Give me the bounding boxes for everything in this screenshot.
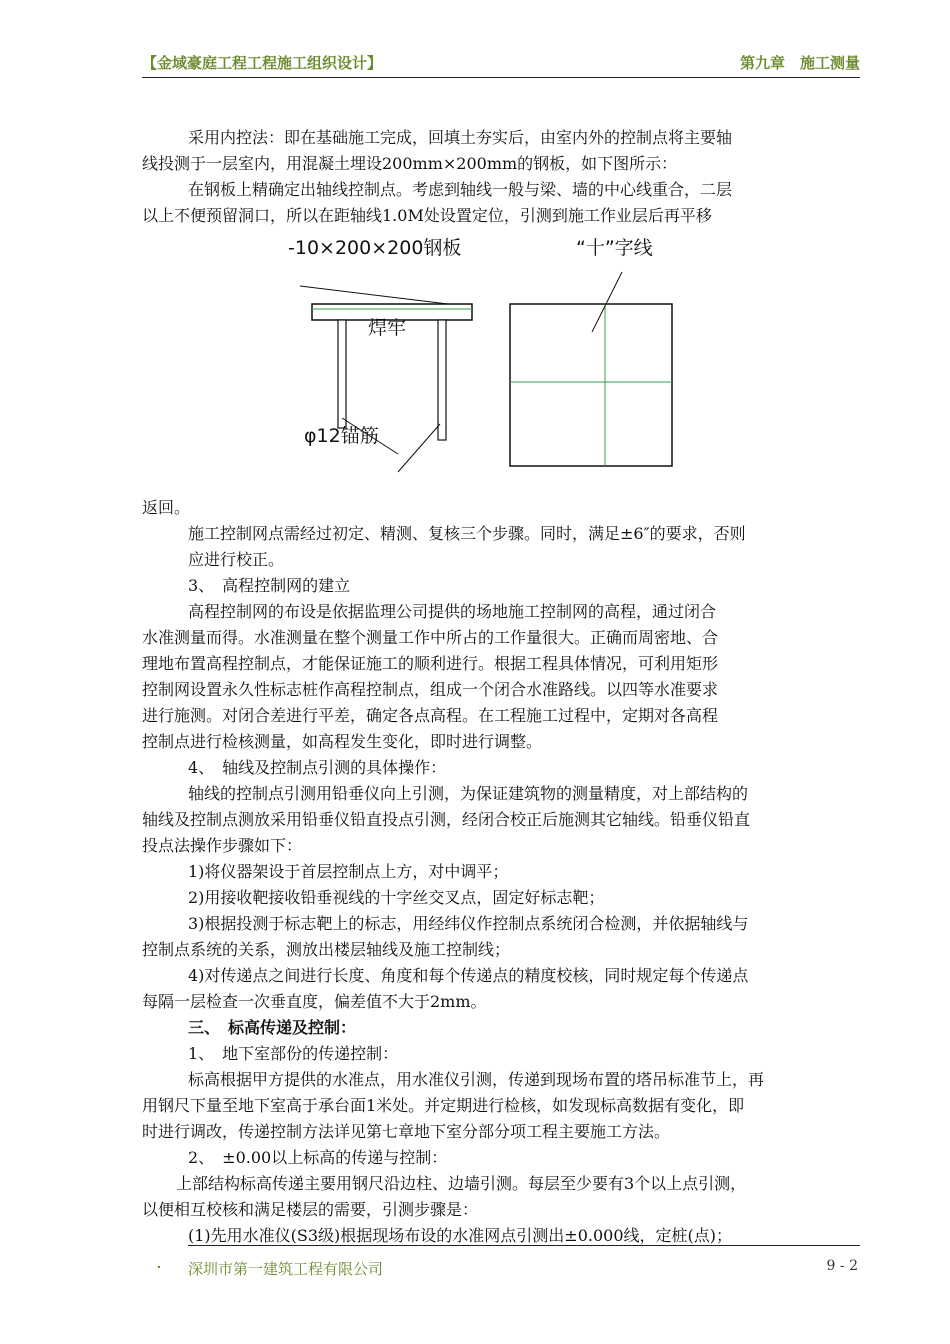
paragraph: 上部结构标高传递主要用钢尺沿边柱、边墙引测。每层至少要有3个以上点引测， bbox=[176, 1174, 747, 1193]
paragraph: 在钢板上精确定出轴线控制点。考虑到轴线一般与梁、墙的中心线重合，二层 bbox=[188, 180, 733, 199]
section-heading: 1、 地下室部份的传递控制： bbox=[188, 1044, 399, 1063]
paragraph: 以便相互校核和满足楼层的需要，引测步骤是： bbox=[142, 1200, 479, 1219]
list-item: 3)根据投测于标志靶上的标志，用经纬仪作控制点系统闭合检测，并依据轴线与 bbox=[188, 914, 749, 933]
footer-page-number: 9 - 2 bbox=[826, 1258, 858, 1274]
paragraph: 返回。 bbox=[142, 498, 191, 517]
cross-label: “十”字线 bbox=[576, 237, 653, 259]
paragraph: 以上不便预留洞口，所以在距轴线1.0M处设置定位，引测到施工作业层后再平移 bbox=[142, 206, 712, 225]
paragraph: 采用内控法：即在基础施工完成，回填土夯实后，由室内外的控制点将主要轴 bbox=[188, 128, 733, 147]
header-title: 【金域豪庭工程工程施工组织设计】 bbox=[142, 54, 383, 72]
list-item: 1)将仪器架设于首层控制点上方，对中调平； bbox=[188, 862, 509, 881]
paragraph: 用钢尺下量至地下室高于承台面1米处。并定期进行检核，如发现标高数据有变化，即 bbox=[142, 1096, 745, 1115]
weld-label: 焊牢 bbox=[368, 317, 407, 339]
list-item: 2)用接收靶接收铅垂视线的十字丝交叉点，固定好标志靶； bbox=[188, 888, 605, 907]
list-item: 每隔一层检查一次垂直度，偏差值不大于2mm。 bbox=[142, 992, 487, 1011]
paragraph: 理地布置高程控制点，才能保证施工的顺利进行。根据工程具体情况，可利用矩形 bbox=[142, 654, 719, 673]
list-item: 4)对传递点之间进行长度、角度和每个传递点的精度校核，同时规定每个传递点 bbox=[188, 966, 749, 985]
footer-dot bbox=[158, 1266, 160, 1268]
section-heading: 三、 标高传递及控制： bbox=[188, 1018, 357, 1037]
header-rule bbox=[142, 77, 860, 78]
plate-label: -10×200×200钢板 bbox=[288, 237, 462, 259]
paragraph: 时进行调改，传递控制方法详见第七章地下室分部分项工程主要施工方法。 bbox=[142, 1122, 671, 1141]
section-heading: 2、 ±0.00以上标高的传递与控制： bbox=[188, 1148, 448, 1167]
anchor-leader-right bbox=[398, 424, 440, 472]
anchor-bar-right bbox=[438, 320, 446, 440]
paragraph: 投点法操作步骤如下： bbox=[142, 836, 303, 855]
anchor-label: φ12锚筋 bbox=[304, 425, 379, 447]
page-header bbox=[142, 52, 860, 74]
paragraph: (1)先用水准仪(S3级)根据现场布设的水准网点引测出±0.000线，定桩(点)； bbox=[188, 1226, 732, 1245]
header-chapter: 第九章 施工测量 bbox=[739, 54, 860, 72]
paragraph: 控制网设置永久性标志桩作高程控制点，组成一个闭合水准路线。以四等水准要求 bbox=[142, 680, 719, 699]
steel-plate-figure bbox=[280, 228, 730, 488]
paragraph: 进行施测。对闭合差进行平差，确定各点高程。在工程施工过程中，定期对各高程 bbox=[142, 706, 719, 725]
paragraph: 轴线的控制点引测用铅垂仪向上引测，为保证建筑物的测量精度，对上部结构的 bbox=[188, 784, 749, 803]
plate-plan-square bbox=[510, 304, 672, 466]
paragraph: 线投测于一层室内，用混凝土埋设200mm×200mm的钢板，如下图所示： bbox=[142, 154, 678, 173]
paragraph: 标高根据甲方提供的水准点，用水准仪引测，传递到现场布置的塔吊标准节上，再 bbox=[188, 1070, 765, 1089]
list-item: 控制点系统的关系，测放出楼层轴线及施工控制线； bbox=[142, 940, 511, 959]
anchor-bar-left bbox=[338, 320, 346, 428]
footer-rule bbox=[188, 1245, 860, 1246]
paragraph: 轴线及控制点测放采用铅垂仪铅直投点引测，经闭合校正后施测其它轴线。铅垂仪铅直 bbox=[142, 810, 751, 829]
paragraph: 高程控制网的布设是依据监理公司提供的场地施工控制网的高程，通过闭合 bbox=[188, 602, 717, 621]
section-heading: 4、 轴线及控制点引测的具体操作： bbox=[188, 758, 447, 777]
paragraph: 应进行校正。 bbox=[188, 550, 285, 569]
paragraph: 水准测量而得。水准测量在整个测量工作中所占的工作量很大。正确而周密地、合 bbox=[142, 628, 719, 647]
paragraph: 控制点进行检核测量，如高程发生变化，即时进行调整。 bbox=[142, 732, 543, 751]
paragraph: 施工控制网点需经过初定、精测、复核三个步骤。同时，满足±6″的要求，否则 bbox=[188, 524, 746, 543]
footer-company: 深圳市第一建筑工程有限公司 bbox=[188, 1260, 384, 1278]
section-heading: 3、 高程控制网的建立 bbox=[188, 576, 351, 595]
plate-leader bbox=[300, 286, 448, 304]
